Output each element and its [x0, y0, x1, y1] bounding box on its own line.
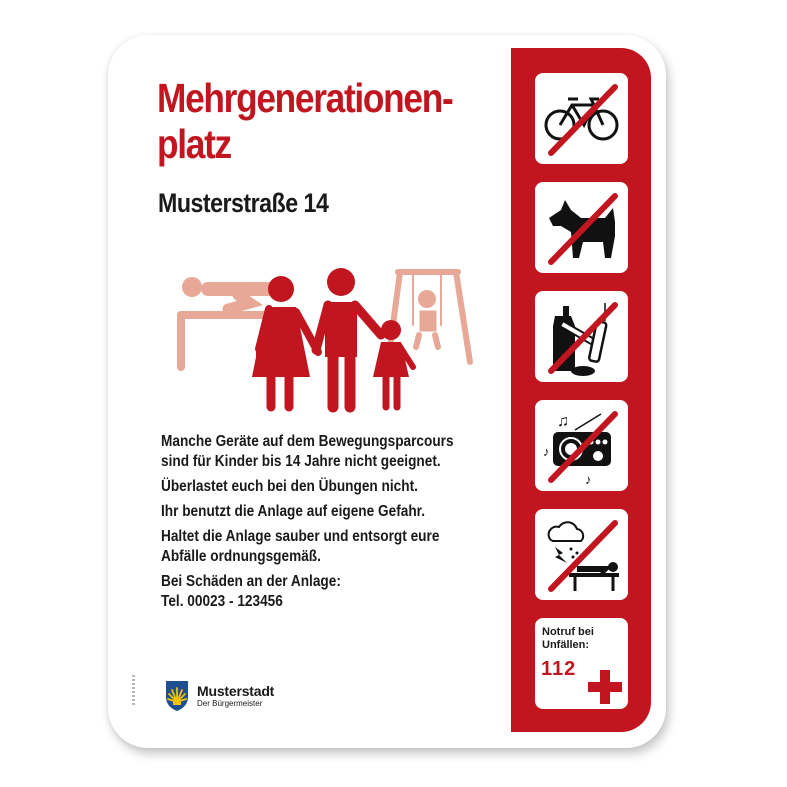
- emergency-label: Notruf bei Unfällen:: [542, 626, 594, 651]
- no-bicycles-icon: [535, 73, 628, 164]
- emergency-number: 112: [541, 658, 577, 680]
- rule-2: Überlastet euch bei den Übungen nicht.: [161, 478, 418, 495]
- emergency-info: [535, 618, 628, 709]
- no-loud-music-sign: [535, 400, 628, 491]
- rules-text: [161, 432, 495, 617]
- no-bicycles-sign: [535, 73, 628, 164]
- playground-sign: [108, 35, 666, 748]
- no-thunderstorm-sign: [535, 509, 628, 600]
- svg-text:♫: ♫: [557, 413, 569, 430]
- no-alcohol-drugs-smoking-icon: [535, 291, 628, 382]
- title-line-2: platz: [157, 121, 231, 167]
- sign-title: [157, 75, 518, 167]
- no-use-in-thunderstorm-icon: [535, 509, 628, 600]
- issuer-office: Der Bürgermeister: [197, 698, 263, 708]
- damage-contact: Bei Schäden an der Anlage: Tel. 00023 - 123456: [161, 573, 341, 610]
- prohibition-panel: [511, 48, 651, 732]
- title-line-1: Mehrgenerationen-: [157, 75, 453, 121]
- no-dogs-icon: [535, 182, 628, 273]
- issuer-logo: [165, 680, 274, 712]
- svg-text:♪: ♪: [543, 444, 550, 459]
- rule-1: Manche Geräte auf dem Bewegungsparcours sind für Kinder bis 14 Jahre nicht geeignet.: [161, 433, 454, 470]
- red-cross-icon: [588, 670, 622, 704]
- no-drugs-sign: [535, 291, 628, 382]
- coat-of-arms-icon: [165, 680, 189, 712]
- phone-number: Tel. 00023 - 123456: [161, 593, 283, 610]
- no-loud-music-icon: [535, 400, 628, 491]
- rule-3: Ihr benutzt die Anlage auf eigene Gefahr.: [161, 503, 426, 520]
- no-dogs-sign: [535, 182, 628, 273]
- address: Musterstraße 14: [158, 188, 329, 218]
- svg-text:♪: ♪: [585, 472, 592, 487]
- print-mark: [132, 675, 135, 705]
- issuer-city: Musterstadt: [197, 682, 275, 699]
- family-playground-illustration: [163, 257, 503, 417]
- rule-4: Haltet die Anlage sauber und entsorgt eure Abfälle ordnungsgemäß.: [161, 528, 440, 565]
